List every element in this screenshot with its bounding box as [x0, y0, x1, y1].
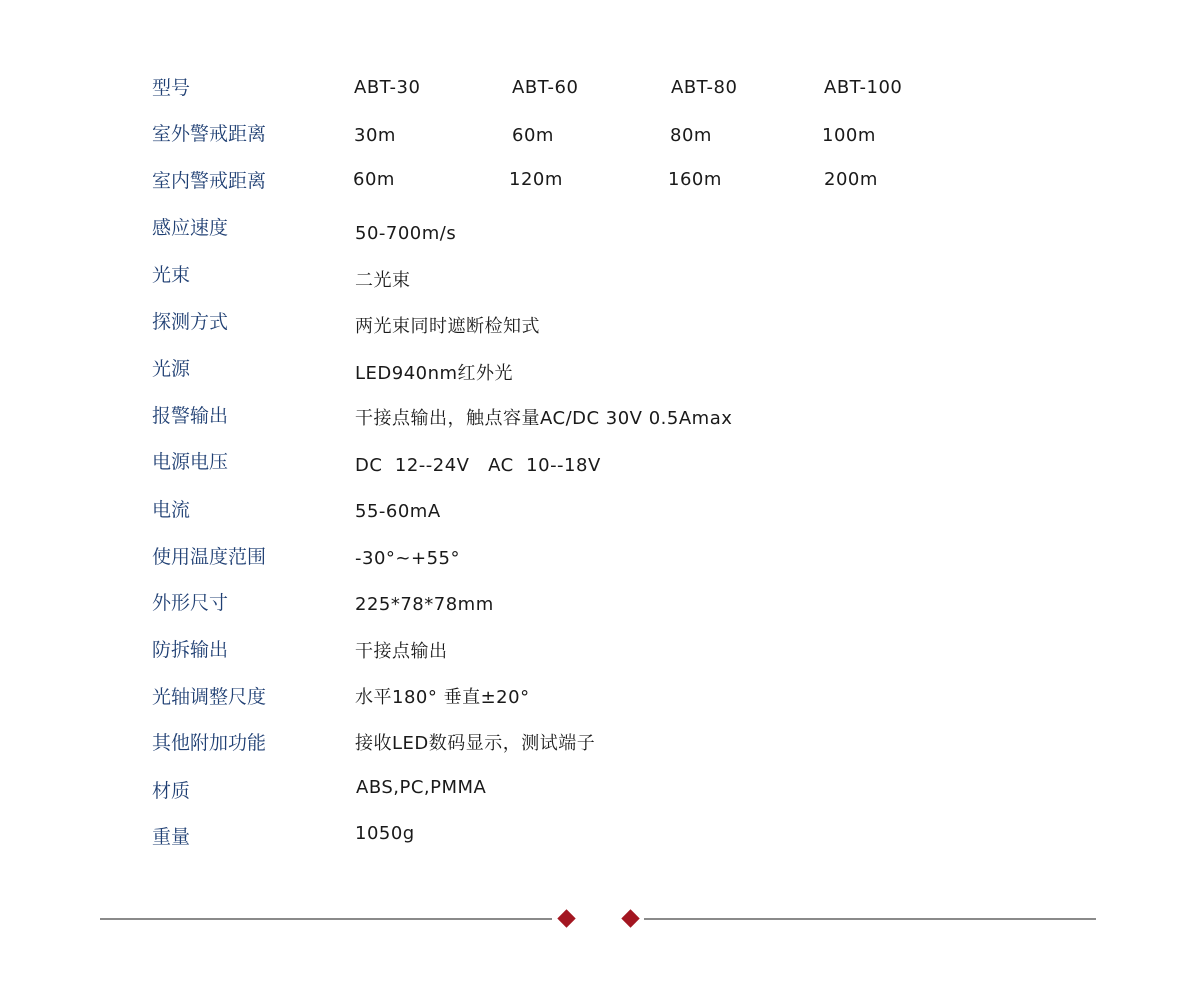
spec-label-material: 材质	[152, 780, 191, 802]
spec-value-detection: 两光束同时遮断检知式	[355, 316, 540, 337]
divider-diamond-icon-left	[557, 909, 575, 927]
spec-value-light-source: LED940nm红外光	[355, 363, 514, 384]
spec-label-weight: 重量	[152, 826, 191, 848]
spec-value-weight: 1050g	[355, 823, 415, 844]
outdoor-abt-100: 100m	[822, 125, 876, 146]
spec-label-speed: 感应速度	[152, 217, 229, 239]
spec-label-optical-axis: 光轴调整尺度	[152, 686, 267, 708]
model-abt-60: ABT-60	[512, 77, 579, 98]
spec-value-temperature: -30°~+55°	[355, 548, 460, 569]
spec-value-current: 55-60mA	[355, 501, 441, 522]
spec-value-dimensions: 225*78*78mm	[355, 594, 494, 615]
spec-label-current: 电流	[152, 499, 191, 521]
indoor-abt-80: 160m	[668, 169, 722, 190]
divider-line-right	[644, 918, 1096, 920]
spec-value-alarm-output: 干接点输出，触点容量AC/DC 30V 0.5Amax	[355, 408, 733, 429]
spec-label-detection: 探测方式	[152, 311, 229, 333]
spec-label-alarm-output: 报警输出	[152, 405, 229, 427]
divider-diamond-icon-right	[621, 909, 639, 927]
spec-label-dimensions: 外形尺寸	[152, 592, 229, 614]
spec-label-light-source: 光源	[152, 358, 191, 380]
spec-value-tamper: 干接点输出	[355, 641, 448, 662]
spec-label-voltage: 电源电压	[152, 451, 229, 473]
indoor-abt-30: 60m	[353, 169, 395, 190]
model-abt-30: ABT-30	[354, 77, 421, 98]
indoor-abt-100: 200m	[824, 169, 878, 190]
outdoor-abt-80: 80m	[670, 125, 712, 146]
divider-line-left	[100, 918, 552, 920]
spec-value-voltage: DC 12--24V AC 10--18V	[355, 455, 601, 476]
spec-label-model: 型号	[152, 77, 191, 99]
spec-value-optical-axis: 水平180° 垂直±20°	[355, 687, 530, 708]
spec-label-indoor: 室内警戒距离	[152, 170, 267, 192]
spec-value-extra-functions: 接收LED数码显示，测试端子	[355, 733, 596, 754]
spec-value-speed: 50-700m/s	[355, 223, 457, 244]
spec-label-beam: 光束	[152, 264, 191, 286]
spec-label-temperature: 使用温度范围	[152, 546, 267, 568]
indoor-abt-60: 120m	[509, 169, 563, 190]
outdoor-abt-30: 30m	[354, 125, 396, 146]
spec-label-tamper: 防拆输出	[152, 639, 229, 661]
model-abt-100: ABT-100	[824, 77, 903, 98]
spec-value-beam: 二光束	[355, 270, 411, 291]
outdoor-abt-60: 60m	[512, 125, 554, 146]
page-title-fragment	[440, 0, 780, 4]
spec-label-extra-functions: 其他附加功能	[152, 732, 267, 754]
spec-label-outdoor: 室外警戒距离	[152, 123, 267, 145]
model-abt-80: ABT-80	[671, 77, 738, 98]
spec-value-material: ABS,PC,PMMA	[356, 777, 487, 798]
